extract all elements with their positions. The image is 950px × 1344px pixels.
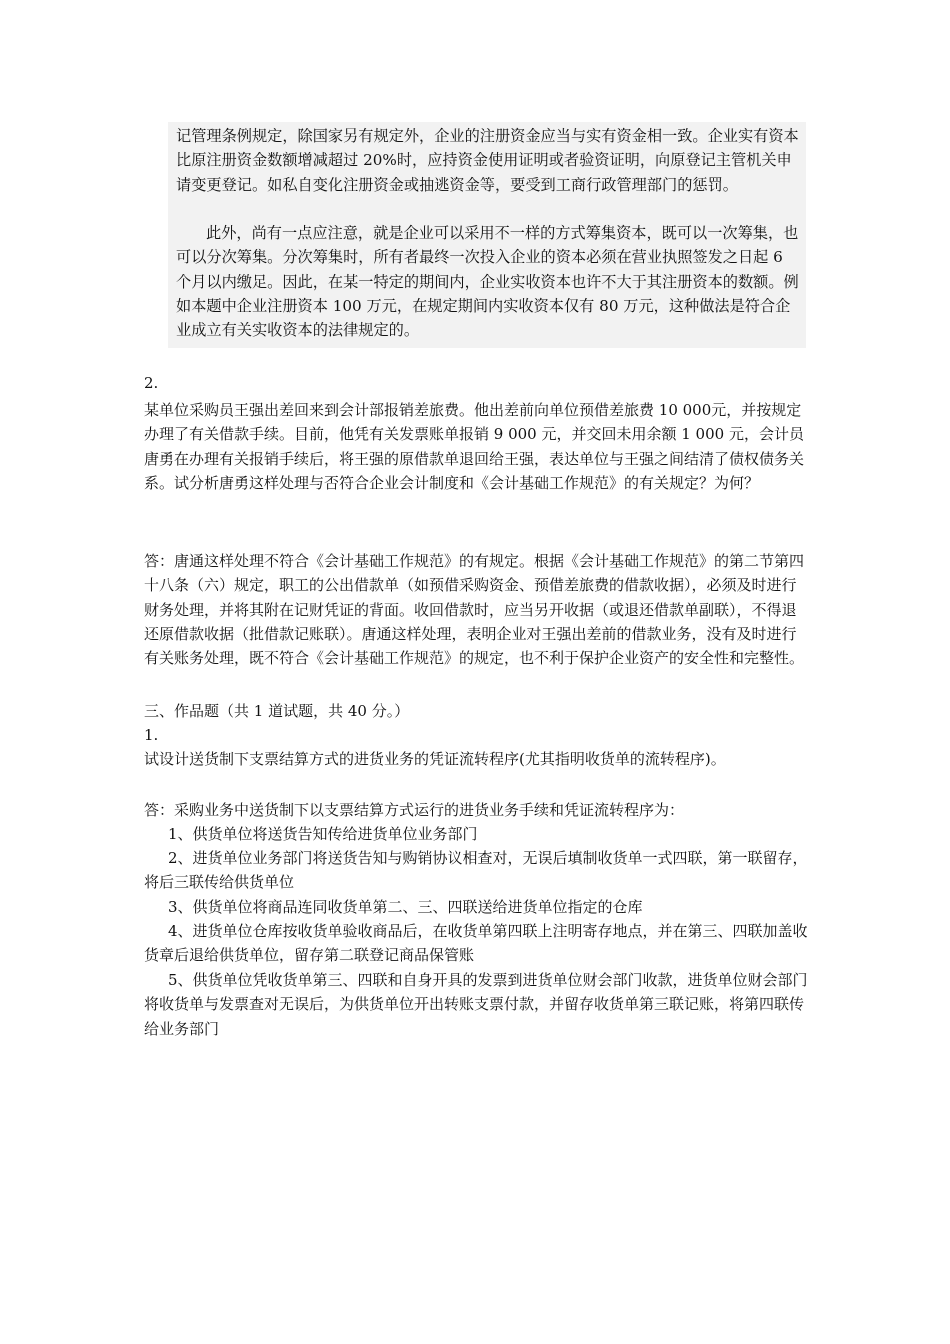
answer-step-3: 3、供货单位将商品连同收货单第二、三、四联送给进货单位指定的仓库 bbox=[168, 898, 643, 916]
section-3-heading: 三、作品题（共 1 道试题，共 40 分。） bbox=[144, 702, 410, 720]
answer-step-2: 2、进货单位业务部门将送货告知与购销协议相查对，无误后填制收货单一式四联，第一联留存，将后三联传给供货单位 bbox=[144, 849, 808, 892]
shaded-paragraph-1: 记管理条例规定，除国家另有规定外，企业的注册资金应当与实有资金相一致。企业实有资本比原注册资金数额增减超过 20%时，应持资金使用证明或者验资证明，向原登记主管机关申请变更登记。如私自变化注册资金或抽逃资金等，要受到工商行政管理部门的惩罚。 bbox=[176, 127, 799, 194]
question-2-text: 某单位采购员王强出差回来到会计部报销差旅费。他出差前向单位预借差旅费 10 000元，并按规定办理了有关借款手续。目前，他凭有关发票账单报销 9 000 元，并交回未用余额 1 000 元，会计员唐勇在办理有关报销手续后，将王强的原借款单退回给王强，表达单位与王强之间结清了债权债务关系。试分析唐勇这样处理与否符合企业会计制度和《会计基础工作规范》的有关规定？为何？ bbox=[144, 401, 805, 492]
answer-step-5: 5、供货单位凭收货单第三、四联和自身开具的发票到进货单位财会部门收款，进货单位财会部门将收货单与发票查对无误后，为供货单位开出转账支票付款，并留存收货单第三联记账，将第四联传给业务部门 bbox=[144, 971, 808, 1038]
answer-step-1: 1、供货单位将送货告知传给进货单位业务部门 bbox=[168, 825, 478, 843]
question-2-number: 2. bbox=[144, 374, 159, 392]
answer-step-4: 4、进货单位仓库按收货单验收商品后，在收货单第四联上注明寄存地点，并在第三、四联加盖收货章后退给供货单位，留存第二联登记商品保管账 bbox=[144, 922, 808, 965]
section-3-question-text: 试设计送货制下支票结算方式的进货业务的凭证流转程序(尤其指明收货单的流转程序)。 bbox=[144, 750, 726, 768]
shaded-paragraph-2: 此外，尚有一点应注意，就是企业可以采用不一样的方式筹集资本，既可以一次筹集，也可以分次筹集。分次筹集时，所有者最终一次投入企业的资本必须在营业执照签发之日起 6 个月以内缴足。因此，在某一特定的期间内，企业实收资本也许不大于其注册资本的数额。例如本题中企业注册资本 100 万元，在规定期间内实收资本仅有 80 万元，这种做法是符合企业成立有关实收资本的法律规定的。 bbox=[176, 224, 799, 340]
section-3-question-number: 1. bbox=[144, 726, 159, 744]
section-3-answer-intro: 答：采购业务中送货制下以支票结算方式运行的进货业务手续和凭证流转程序为： bbox=[144, 801, 685, 819]
question-2-answer: 答：唐通这样处理不符合《会计基础工作规范》的有规定。根据《会计基础工作规范》的第二节第四十八条（六）规定，职工的公出借款单（如预借采购资金、预借差旅费的借款收据），必须及时进行财务处理，并将其附在记财凭证的背面。收回借款时，应当另开收据（或退还借款单副联），不得退还原借款收据（批借款记账联）。唐通这样处理，表明企业对王强出差前的借款业务，没有及时进行有关账务处理，既不符合《会计基础工作规范》的规定，也不利于保护企业资产的安全性和完整性。 bbox=[144, 552, 805, 668]
